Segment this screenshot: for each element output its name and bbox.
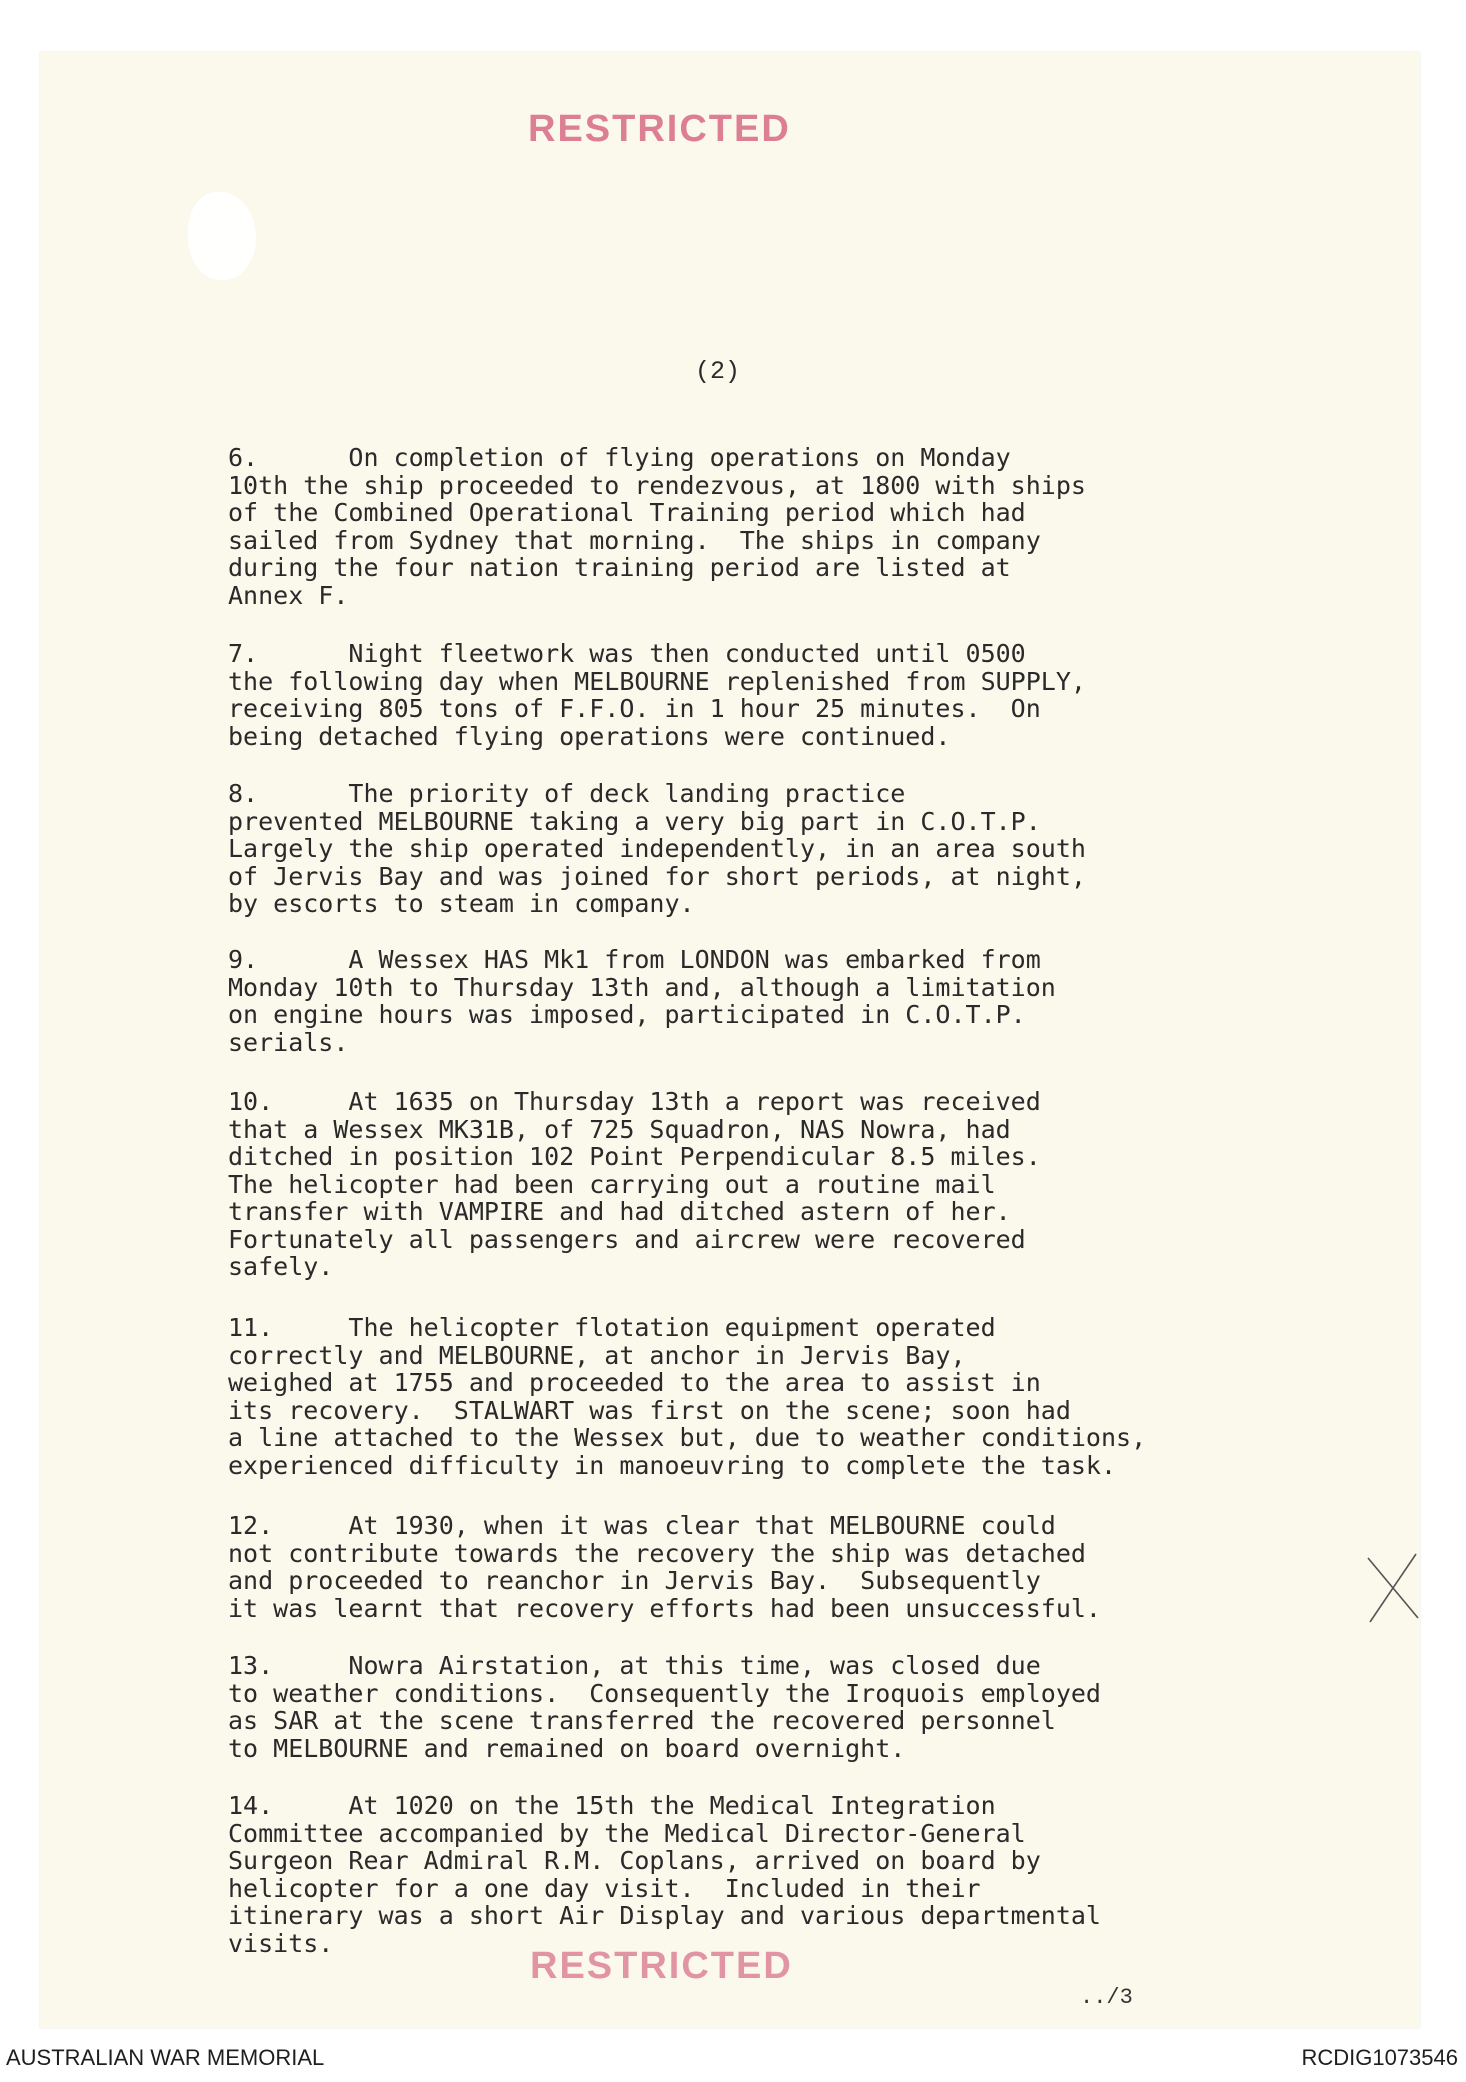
- paragraph-line: experienced difficulty in manoeuvring to complete the task.: [228, 1450, 1117, 1480]
- paragraph-line: it was learnt that recovery efforts had been unsuccessful.: [228, 1593, 1101, 1623]
- paragraph-line: correctly and MELBOURNE, at anchor in Jervis Bay,: [228, 1340, 966, 1370]
- page-number: (2): [695, 357, 741, 386]
- paragraph-14: [228, 1792, 1228, 1957]
- paragraph-line: not contribute towards the recovery the ship was detached: [228, 1538, 1086, 1568]
- paragraph-line: transfer with VAMPIRE and had ditched astern of her.: [228, 1197, 1011, 1226]
- paragraph-line: to weather conditions. Consequently the Iroquois employed: [228, 1678, 1101, 1708]
- restricted-stamp-bottom: RESTRICTED: [530, 1945, 793, 1987]
- footer-record-id: RCDIG1073546: [1301, 2045, 1458, 2070]
- paragraph-line: 9. A Wessex HAS Mk1 from LONDON was embarked from: [228, 945, 1041, 974]
- paragraph-line: on engine hours was imposed, participated in C.O.T.P.: [228, 1000, 1026, 1029]
- paragraph-line: helicopter for a one day visit. Included in their: [228, 1873, 981, 1903]
- paragraph-line: as SAR at the scene transferred the recovered personnel: [228, 1706, 1056, 1735]
- paragraph-line: Largely the ship operated independently, in an area south: [228, 834, 1086, 863]
- paragraph-7: [228, 640, 1228, 750]
- paragraph-11: [228, 1314, 1228, 1479]
- paragraph-line: of the Combined Operational Training period which had: [228, 498, 1026, 527]
- paragraph-line: Monday 10th to Thursday 13th and, although a limitation: [228, 972, 1056, 1002]
- paragraph-line: 11. The helicopter flotation equipment operated: [228, 1313, 996, 1342]
- paragraph-line: safely.: [228, 1252, 334, 1281]
- paragraph-line: sailed from Sydney that morning. The ships in company: [228, 525, 1041, 555]
- paragraph-line: and proceeded to reanchor in Jervis Bay. Subsequently: [228, 1566, 1041, 1595]
- paragraph-9: [228, 946, 1228, 1056]
- paragraph-13: [228, 1652, 1228, 1762]
- paragraph-line: to MELBOURNE and remained on board overnight.: [228, 1733, 906, 1763]
- paragraph-line: weighed at 1755 and proceeded to the area to assist in: [228, 1368, 1041, 1397]
- paragraph-line: during the four nation training period are listed at: [228, 553, 1011, 582]
- restricted-stamp-top: RESTRICTED: [528, 108, 791, 150]
- paragraph-line: The helicopter had been carrying out a routine mail: [228, 1169, 996, 1199]
- paragraph-line: 7. Night fleetwork was then conducted until 0500: [228, 639, 1026, 668]
- paragraph-line: Fortunately all passengers and aircrew were recovered: [228, 1224, 1026, 1254]
- paragraph-line: 10. At 1635 on Thursday 13th a report was received: [228, 1087, 1041, 1116]
- paragraph-12: [228, 1512, 1228, 1622]
- paragraph-line: the following day when MELBOURNE replenished from SUPPLY,: [228, 666, 1086, 696]
- pencil-x-mark-icon: [1360, 1548, 1426, 1628]
- paragraph-8: [228, 780, 1228, 918]
- paragraph-line: 10th the ship proceeded to rendezvous, at 1800 with ships: [228, 470, 1086, 500]
- paragraph-line: receiving 805 tons of F.F.O. in 1 hour 25 minutes. On: [228, 694, 1041, 723]
- paragraph-line: a line attached to the Wessex but, due to weather conditions,: [228, 1423, 1147, 1452]
- paragraph-10: [228, 1088, 1228, 1281]
- paragraph-line: 13. Nowra Airstation, at this time, was closed due: [228, 1651, 1041, 1680]
- footer-source: AUSTRALIAN WAR MEMORIAL: [6, 2045, 325, 2070]
- paragraph-line: of Jervis Bay and was joined for short periods, at night,: [228, 861, 1086, 891]
- paragraph-line: itinerary was a short Air Display and various departmental: [228, 1901, 1101, 1930]
- paragraph-line: visits.: [228, 1928, 334, 1958]
- paragraph-line: by escorts to steam in company.: [228, 889, 695, 918]
- paragraph-line: 14. At 1020 on the 15th the Medical Integration: [228, 1791, 996, 1820]
- paragraph-line: prevented MELBOURNE taking a very big part in C.O.T.P.: [228, 806, 1041, 836]
- paragraph-line: serials.: [228, 1027, 349, 1057]
- paragraph-line: Surgeon Rear Admiral R.M. Coplans, arrived on board by: [228, 1846, 1041, 1875]
- paragraph-line: 6. On completion of flying operations on Monday: [228, 443, 1011, 472]
- continuation-marker: ../3: [1080, 1985, 1133, 2010]
- paragraph-6: [228, 444, 1228, 609]
- paragraph-line: 12. At 1930, when it was clear that MELBOURNE could: [228, 1511, 1056, 1540]
- paragraph-line: Committee accompanied by the Medical Director-General: [228, 1818, 1026, 1848]
- paragraph-line: 8. The priority of deck landing practice: [228, 779, 906, 808]
- paragraph-line: its recovery. STALWART was first on the scene; soon had: [228, 1395, 1071, 1425]
- paragraph-line: being detached flying operations were continued.: [228, 721, 951, 751]
- paragraph-line: that a Wessex MK31B, of 725 Squadron, NAS Nowra, had: [228, 1114, 1011, 1144]
- paragraph-line: Annex F.: [228, 580, 349, 610]
- paragraph-line: ditched in position 102 Point Perpendicular 8.5 miles.: [228, 1142, 1041, 1171]
- punch-hole: [188, 192, 256, 280]
